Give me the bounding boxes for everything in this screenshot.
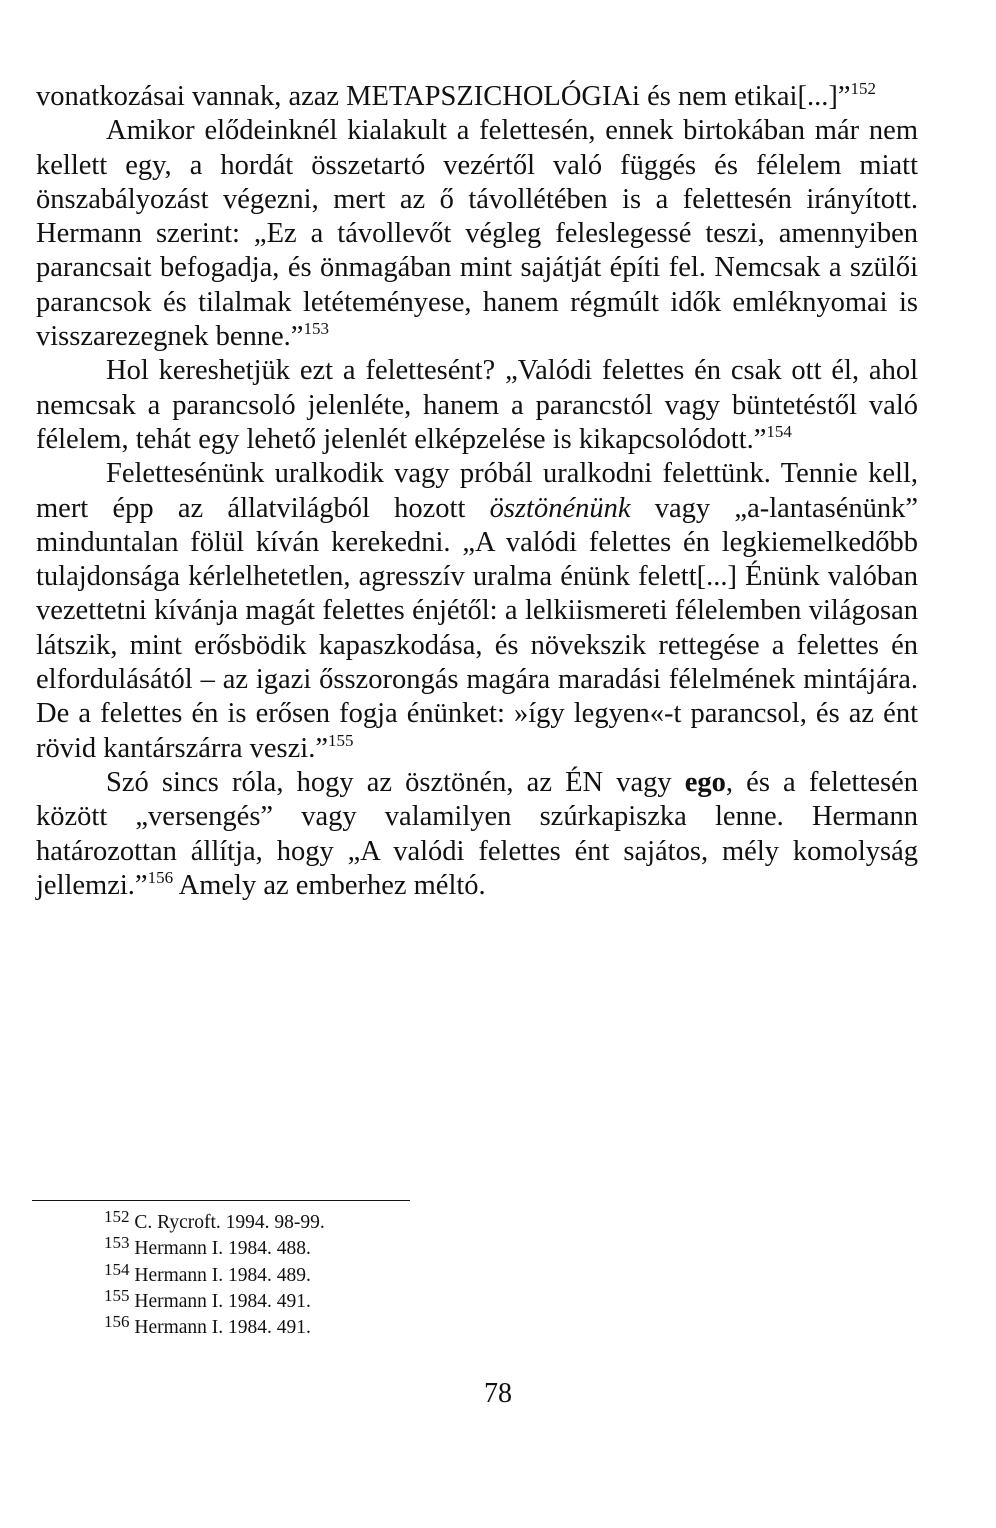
paragraph-3: [36, 354, 918, 457]
paragraph-4: [36, 457, 918, 766]
body-text: [36, 80, 918, 903]
footnote-152: [104, 1207, 604, 1236]
paragraph-2: [36, 114, 918, 354]
page-number: 78: [484, 1378, 512, 1409]
footnote-number: 156: [104, 1312, 130, 1332]
footnote-divider: [32, 1200, 410, 1201]
footnote-number: 152: [104, 1207, 130, 1226]
text-run: , és a felettesén között „versengés” vagy valamilyen szúrkapiszka lenne. Hermann határozottan állítja, hogy „A valódi felettes ént sajátos, mély komolyság jellemzi.”: [36, 766, 919, 901]
text-run: Amikor elődeinknél kialakult a felettesén, ennek birtokában már nem kellett egy, a hordát összetartó vezértől való függés és félelem miatt önszabályozást végezni, mert az ő távollétében is a felettesén irányított. Hermann szerint: „Ez a távollevőt végleg feleslegessé teszi, amennyiben parancsait befogadja, és önmagában mint sajátját építi fel. Nemcsak a szülői parancsok és tilalmak letéteményese, hanem régmúlt idők emléknyomai is visszarezegnek benne.”: [36, 115, 918, 353]
footnote-number: 154: [104, 1259, 130, 1279]
text-run: Amely az emberhez méltó.: [173, 869, 486, 901]
text-run: Felettesénünk uralkodik vagy próbál uralkodni felettünk. Tennie kell, mert épp az állatvilágból hozott: [36, 458, 918, 524]
footnote-156: [104, 1312, 604, 1341]
footnote-ref-154: 154: [766, 421, 792, 441]
footnote-ref-153: 153: [303, 319, 329, 339]
footnote-text: C. Rycroft. 1994. 98-99.: [129, 1212, 325, 1233]
bold-text: ego: [684, 766, 726, 798]
paragraph-5: [36, 766, 918, 903]
text-run: vagy „a-lantasénünk” minduntalan fölül kíván kerekedni. „A valódi felettes én legkiemelkedőbb tulajdonsága kérlelhetetlen, agresszív uralma énünk felett[...] Énünk valóban vezettetni kívánja magát felettes énjétől: a lelkiismereti félelemben világosan látszik, mint erősbödik kapaszkodása, és növekszik rettegése a felettes én elfordulásától – az igazi ősszorongás magára maradási félelmének mintájára. De a felettes én is erősen fogja énünket: »így legyen«-t parancsol, és az ént rövid kantárszárra veszi.”: [36, 492, 918, 764]
text-run: Hol kereshetjük ezt a felettesént? „Valódi felettes én csak ott él, ahol nemcsak a parancsoló jelenléte, hanem a parancstól vagy büntetéstől való félelem, tehát egy lehető jelenlét elképzelése is kikapcsolódott.”: [36, 355, 918, 455]
footnote-155: [104, 1285, 604, 1315]
footnote-ref-152: 152: [850, 79, 876, 98]
footnote-153: [104, 1233, 604, 1262]
footnote-ref-156: 156: [147, 867, 174, 887]
italic-text: ösztönénünk: [489, 492, 631, 524]
footnote-number: 153: [104, 1233, 130, 1253]
paragraph-1: [36, 80, 918, 114]
footnote-text: Hermann I. 1984. 491.: [129, 1290, 311, 1312]
footnote-text: Hermann I. 1984. 489.: [129, 1264, 311, 1286]
text-run: vonatkozásai vannak, azaz METAPSZICHOLÓGIAi és nem etikai[...]”: [36, 81, 851, 112]
text-run: Szó sincs róla, hogy az ösztönén, az ÉN vagy: [106, 766, 685, 798]
footnote-number: 155: [104, 1285, 130, 1305]
footnote-text: Hermann I. 1984. 488.: [129, 1238, 311, 1260]
footnote-ref-155: 155: [327, 730, 354, 750]
page-body: [36, 80, 918, 903]
footnotes: [104, 1207, 604, 1341]
footnote-154: [104, 1259, 604, 1289]
footnote-text: Hermann I. 1984. 491.: [129, 1317, 311, 1339]
